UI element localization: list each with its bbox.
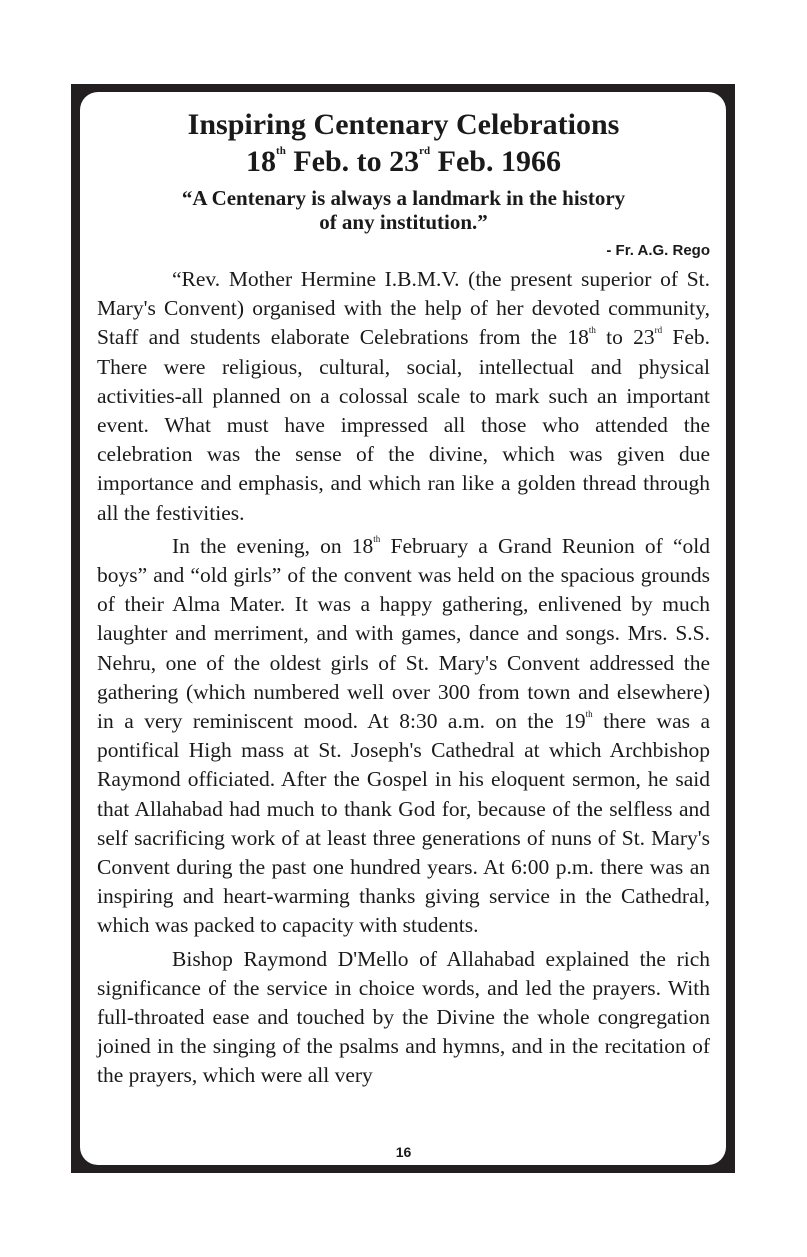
- epigraph-quote: [97, 186, 710, 234]
- paragraph-3: [97, 945, 710, 1091]
- p2-text-c: there was a pontifical High mass at St. Joseph's Cathedral at which Archbishop Raymond officiated. After the Gospel in his eloquent sermon, he said that Allahabad had much to thank God for, because of the selfless and self sacrificing work of at least three generations of nuns of St. Mary's Convent during the past one hundred years. At 6:00 p.m. there was an inspiring and heart-warming thanks giving service in the Cathedral, which was packed to capacity with students.: [97, 709, 710, 938]
- title-line-1: Inspiring Centenary Celebrations: [187, 108, 620, 141]
- paragraph-1: [97, 265, 710, 528]
- p2-text-b: February a Grand Reunion of “old boys” and “old girls” of the convent was held on the spacious grounds of their Alma Mater. It was a happy gathering, enlivened by much laughter and merriment, and with games, dance and songs. Mrs. S.S. Nehru, one of the oldest girls of St. Mary's Convent addressed the gathering (which numbered well over 300 from town and elsewhere) in a very reminiscent mood. At 8:30 a.m. on the 19: [97, 533, 710, 734]
- title-sup1: th: [276, 145, 286, 157]
- title-mid: Feb. to 23: [285, 145, 420, 178]
- title-sup2: rd: [419, 145, 431, 157]
- p1-text-b: to 23: [595, 325, 655, 350]
- p3-text-a: Bishop Raymond D'Mello of Allahabad explained the rich significance of the service in choice words, and led the prayers. With full-throated ease and touched by the Divine the whole congregation joined in the singing of the psalms and hymns, and in the recitation of the prayers, which were all very: [97, 946, 710, 1088]
- quote-line-1: “A Centenary is always a landmark in the history: [181, 186, 626, 210]
- p2-sup-1: th: [373, 533, 381, 544]
- page-number: 16: [395, 1144, 412, 1160]
- p2-text-a: In the evening, on 18: [172, 533, 374, 558]
- paragraph-2: [97, 532, 710, 941]
- p1-text-c: Feb. There were religious, cultural, social, intellectual and physical activities-all planned on a colossal scale to mark such an important event. What must have impressed all those who attended the celebration was the sense of the divine, which was given due importance and emphasis, and which ran like a golden thread through all the festivities.: [97, 325, 711, 525]
- p1-sup-2: rd: [654, 325, 663, 336]
- p1-text-a: “Rev. Mother Hermine I.B.M.V. (the present superior of St. Mary's Convent) organised with the help of her devoted community, Staff and students elaborate Celebrations from the 18: [97, 267, 710, 350]
- page-content: [97, 106, 710, 1091]
- quote-line-2: of any institution.”: [319, 210, 488, 234]
- quote-attribution: - Fr. A.G. Rego: [606, 242, 710, 259]
- page-title: [97, 106, 710, 180]
- title-end: Feb. 1966: [430, 145, 561, 178]
- p2-sup-2: th: [585, 709, 593, 720]
- p1-sup-1: th: [588, 325, 596, 336]
- title-line-2: [246, 145, 561, 178]
- title-day1: 18: [246, 145, 277, 178]
